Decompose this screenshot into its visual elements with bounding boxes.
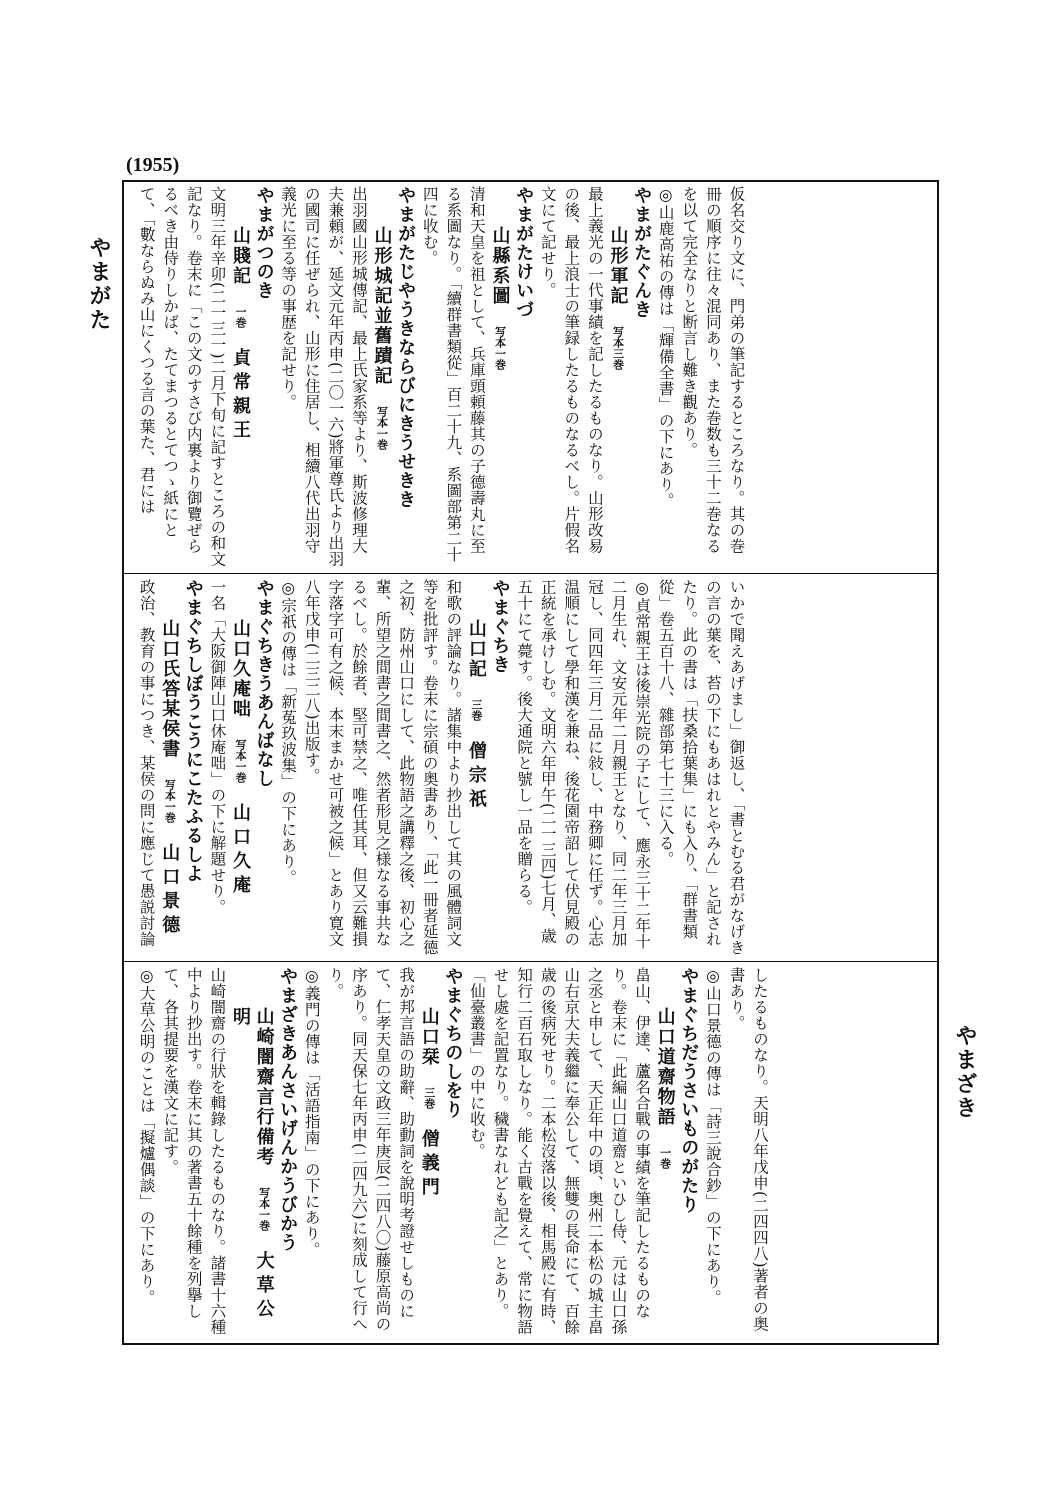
entry-body-text: 畠山、伊達、蘆名合戰の事績を筆記したるものなり。卷末に「此編山口道齋といひし侍、元は山口孫之丞と申して、天正年中の頃、奥州二本松の城主畠山右京大夫義繼に奉公して、無雙の長命にて、百餘歳の後病死せり。二本松沒落以後、相馬殿に有時、知行二百石取しなり。能く古戰を覺えて、常に物語せし處を記置なり。穢書なれども記之」とあり。「仙臺叢書」の中に收む。 bbox=[467, 967, 652, 1335]
entry-title: 山形城記並舊蹟記 bbox=[371, 226, 393, 386]
entry-body-text: 文明三年辛卯(二一三一)二月下旬に記すところの和文記なり。卷末に「この文のすさび内裏より御覽ぜらるべき由侍りしかば、たてまつるとてつゝ紙にとて、「數ならぬみ山にくつる言の葉た、君には bbox=[137, 186, 227, 568]
entry-volumes: 一巻 bbox=[233, 761, 247, 783]
entry-title-line bbox=[653, 967, 677, 1339]
entry-body-text: ◎山口景德の傳は「詩三說合鈔」の下にあり。 bbox=[703, 967, 722, 1306]
entry-body-text: したるものなり。天明八年戊申(二四四八)著者の奥書あり。 bbox=[727, 967, 770, 1333]
entry-title: 山口氏答某侯書 bbox=[159, 619, 181, 759]
entry-title-line bbox=[370, 186, 394, 568]
entry-format: 写本 bbox=[257, 1187, 271, 1209]
entry-title: 山崎闇齋言行備考 bbox=[253, 1007, 275, 1167]
entry-author: 僧宗祇 bbox=[465, 741, 487, 813]
entry-body-text: 仮名交り文に、門弟の筆記するところなり。其の巻冊の順序に往々混同あり、また巻数も三十二巻なるを以て完全なりと断言し難き觀あり。 bbox=[680, 186, 746, 554]
entry-volumes: 三巻 bbox=[469, 699, 483, 721]
entry-format: 写本 bbox=[493, 326, 507, 348]
tier-upper-text bbox=[134, 186, 747, 568]
tier-lower bbox=[134, 967, 930, 1339]
entry-body-text: ◎山鹿高祐の傳は「輝備全書」の下にあり。 bbox=[656, 186, 675, 509]
entry-format: 写本 bbox=[163, 779, 177, 801]
entry-title: 山口記 bbox=[465, 619, 487, 679]
entry-heading-reading: やまがたけいづ bbox=[513, 186, 535, 319]
entry-body-text: ◎義門の傳は「活語指南」の下にあり。 bbox=[302, 967, 321, 1258]
entry-heading-reading: やまぐちきうあんばなし bbox=[253, 579, 275, 788]
margin-label-yamazaki: やまざき bbox=[952, 1024, 978, 1120]
entry-volumes: 一巻 bbox=[257, 1209, 271, 1231]
entry-title: 山縣系圖 bbox=[489, 226, 511, 306]
entry-title-line bbox=[488, 186, 512, 568]
entry-heading-reading: やまがたじやうきならびにきうせきき bbox=[395, 186, 417, 509]
page-number: (1955) bbox=[126, 154, 180, 176]
entry-heading-reading: やまざきあんさいげんかうびかう bbox=[277, 967, 299, 1252]
margin-label-yamagata: やまがた bbox=[86, 236, 112, 332]
entry-heading-reading: やまがたぐんき bbox=[631, 186, 653, 319]
tier-lower-text bbox=[134, 967, 771, 1339]
tier-divider-lower bbox=[122, 961, 939, 962]
entry-heading-reading: やまがつのき bbox=[253, 186, 275, 300]
entry-title-line bbox=[464, 579, 488, 957]
entry-body-text: いかで聞えあげまし」御返し、「書とむる君がなげきの言の葉を、苔の下にもあはれとやみん」と記されたり。此の書は「扶桑拾葉集」にも入り、「群書類從」卷五百十八、雜部第七十三に入る。 bbox=[656, 579, 746, 956]
entry-body-text: ◎大草公明のことは「擬爐偶談」の下にあり。 bbox=[137, 967, 156, 1306]
tier-divider-upper bbox=[122, 573, 939, 574]
tier-middle-text bbox=[134, 579, 747, 957]
entry-body-text: 我が邦言語の助辭、助動詞を說明考證せしものにて、仁孝天皇の文政三年庚辰(二四八〇)藤原高尚の序あり。同天保七年丙申(二四九六)に刻成して行へり。 bbox=[326, 967, 416, 1333]
entry-title: 山賤記 bbox=[229, 226, 251, 286]
entry-body-text: 和歌の評論なり。諸集中より抄出して其の風體詞文等を批評す。卷末に宗碩の奥書あり、「此一冊者延德之初、防州山口にして、此物語之講釋之後、初心之輩、所望之間書之間書之、然者形見之様なる事共なるべし。於餘者、堅可禁之、唯任其耳、但又云難損字落字可有之候、本末まかせ可被之候」とあり寛文八年戊申(二三二八)出版す。 bbox=[302, 579, 463, 956]
entry-title-line bbox=[417, 967, 441, 1339]
entry-volumes: 三巻 bbox=[611, 348, 625, 370]
entry-volumes: 一巻 bbox=[163, 801, 177, 823]
entry-volumes: 一巻 bbox=[658, 1147, 672, 1169]
entry-volumes: 一巻 bbox=[233, 306, 247, 328]
entry-heading-reading: やまぐちだうさいものがたり bbox=[678, 967, 700, 1214]
entry-author: 大草公明 bbox=[229, 1007, 275, 1323]
entry-title-line bbox=[228, 579, 252, 957]
entry-title: 山口道齋物語 bbox=[654, 1007, 676, 1127]
entry-title-line bbox=[606, 186, 630, 568]
entry-author: 貞常親王 bbox=[229, 348, 251, 444]
tier-upper bbox=[134, 186, 930, 568]
entry-body-text: 山崎闇齋の行狀を輯錄したるものなり。諸書十六種中より抄出す。卷末に其の著書五十餘種を列擧して、各其提要を漢文に記す。 bbox=[161, 967, 227, 1335]
entry-body-text: ◎貞常親王は後崇光院の子にして、應永三十二年十二月生れ、文安元年二月親王となり、同二年三月加冠し、同四年三月二品に敍し、中務卿に任ず。心志温順にして學和漢を兼ね、後花園帝詔して伏見殿の正統を承けしむ。文明六年甲午(二一三四)七月、歳五十にて薨す。後大通院と號し一品を贈らる。 bbox=[515, 579, 652, 950]
entry-author: 山口景德 bbox=[159, 843, 181, 939]
entry-volumes: 一巻 bbox=[493, 348, 507, 370]
entry-body-text: 政治、教育の事につき、某侯の問に應じて愚説討論 bbox=[137, 579, 156, 947]
entry-format: 写本 bbox=[375, 406, 389, 428]
entry-title: 山口久庵咄 bbox=[229, 619, 251, 719]
entry-heading-reading: やまぐちしぼうこうにこたふるしよ bbox=[182, 579, 204, 883]
entry-author: 山口久庵 bbox=[229, 803, 251, 899]
entry-format: 写本 bbox=[233, 739, 247, 761]
entry-volumes: 三巻 bbox=[422, 1087, 436, 1109]
entry-body-text: 最上義光の一代事績を記したるものなり。山形改易の後、最上浪士の筆録したるものなるべし。片假名文にて記せり。 bbox=[538, 186, 604, 554]
entry-title-line bbox=[228, 967, 275, 1339]
entry-body-text: ◎宗祇の傳は「新菟玖波集」の下にあり。 bbox=[279, 579, 298, 886]
entry-volumes: 一巻 bbox=[375, 428, 389, 450]
entry-author: 僧義門 bbox=[418, 1129, 440, 1201]
entry-title-line bbox=[158, 579, 182, 957]
entry-format: 写本 bbox=[611, 326, 625, 348]
entry-heading-reading: やまぐちき bbox=[489, 579, 511, 674]
entry-body-text: 出羽國山形城傳記、最上氏家系等より、斯波修理大夫兼頼が、延文元年丙申(二〇一六)將軍尊氏より出羽の國司に任ぜられ、山形に住居し、相續八代出羽守義光に至る等の事歴を記せり。 bbox=[279, 186, 368, 568]
entry-title: 山口栞 bbox=[418, 1007, 440, 1067]
entry-heading-reading: やまぐちのしをり bbox=[442, 967, 464, 1119]
tier-middle bbox=[134, 579, 930, 957]
entry-body-text: 一名「大阪御陣山口休庵咄」の下に解題せり。 bbox=[208, 579, 227, 915]
entry-body-text: 清和天皇を祖として、兵庫頭頼藤其の子德壽丸に至る系圖なり。「續群書類從」百二十九、系圖部第二十四に收む。 bbox=[420, 186, 486, 563]
entry-title-line bbox=[228, 186, 252, 568]
entry-title: 山形軍記 bbox=[607, 226, 629, 306]
